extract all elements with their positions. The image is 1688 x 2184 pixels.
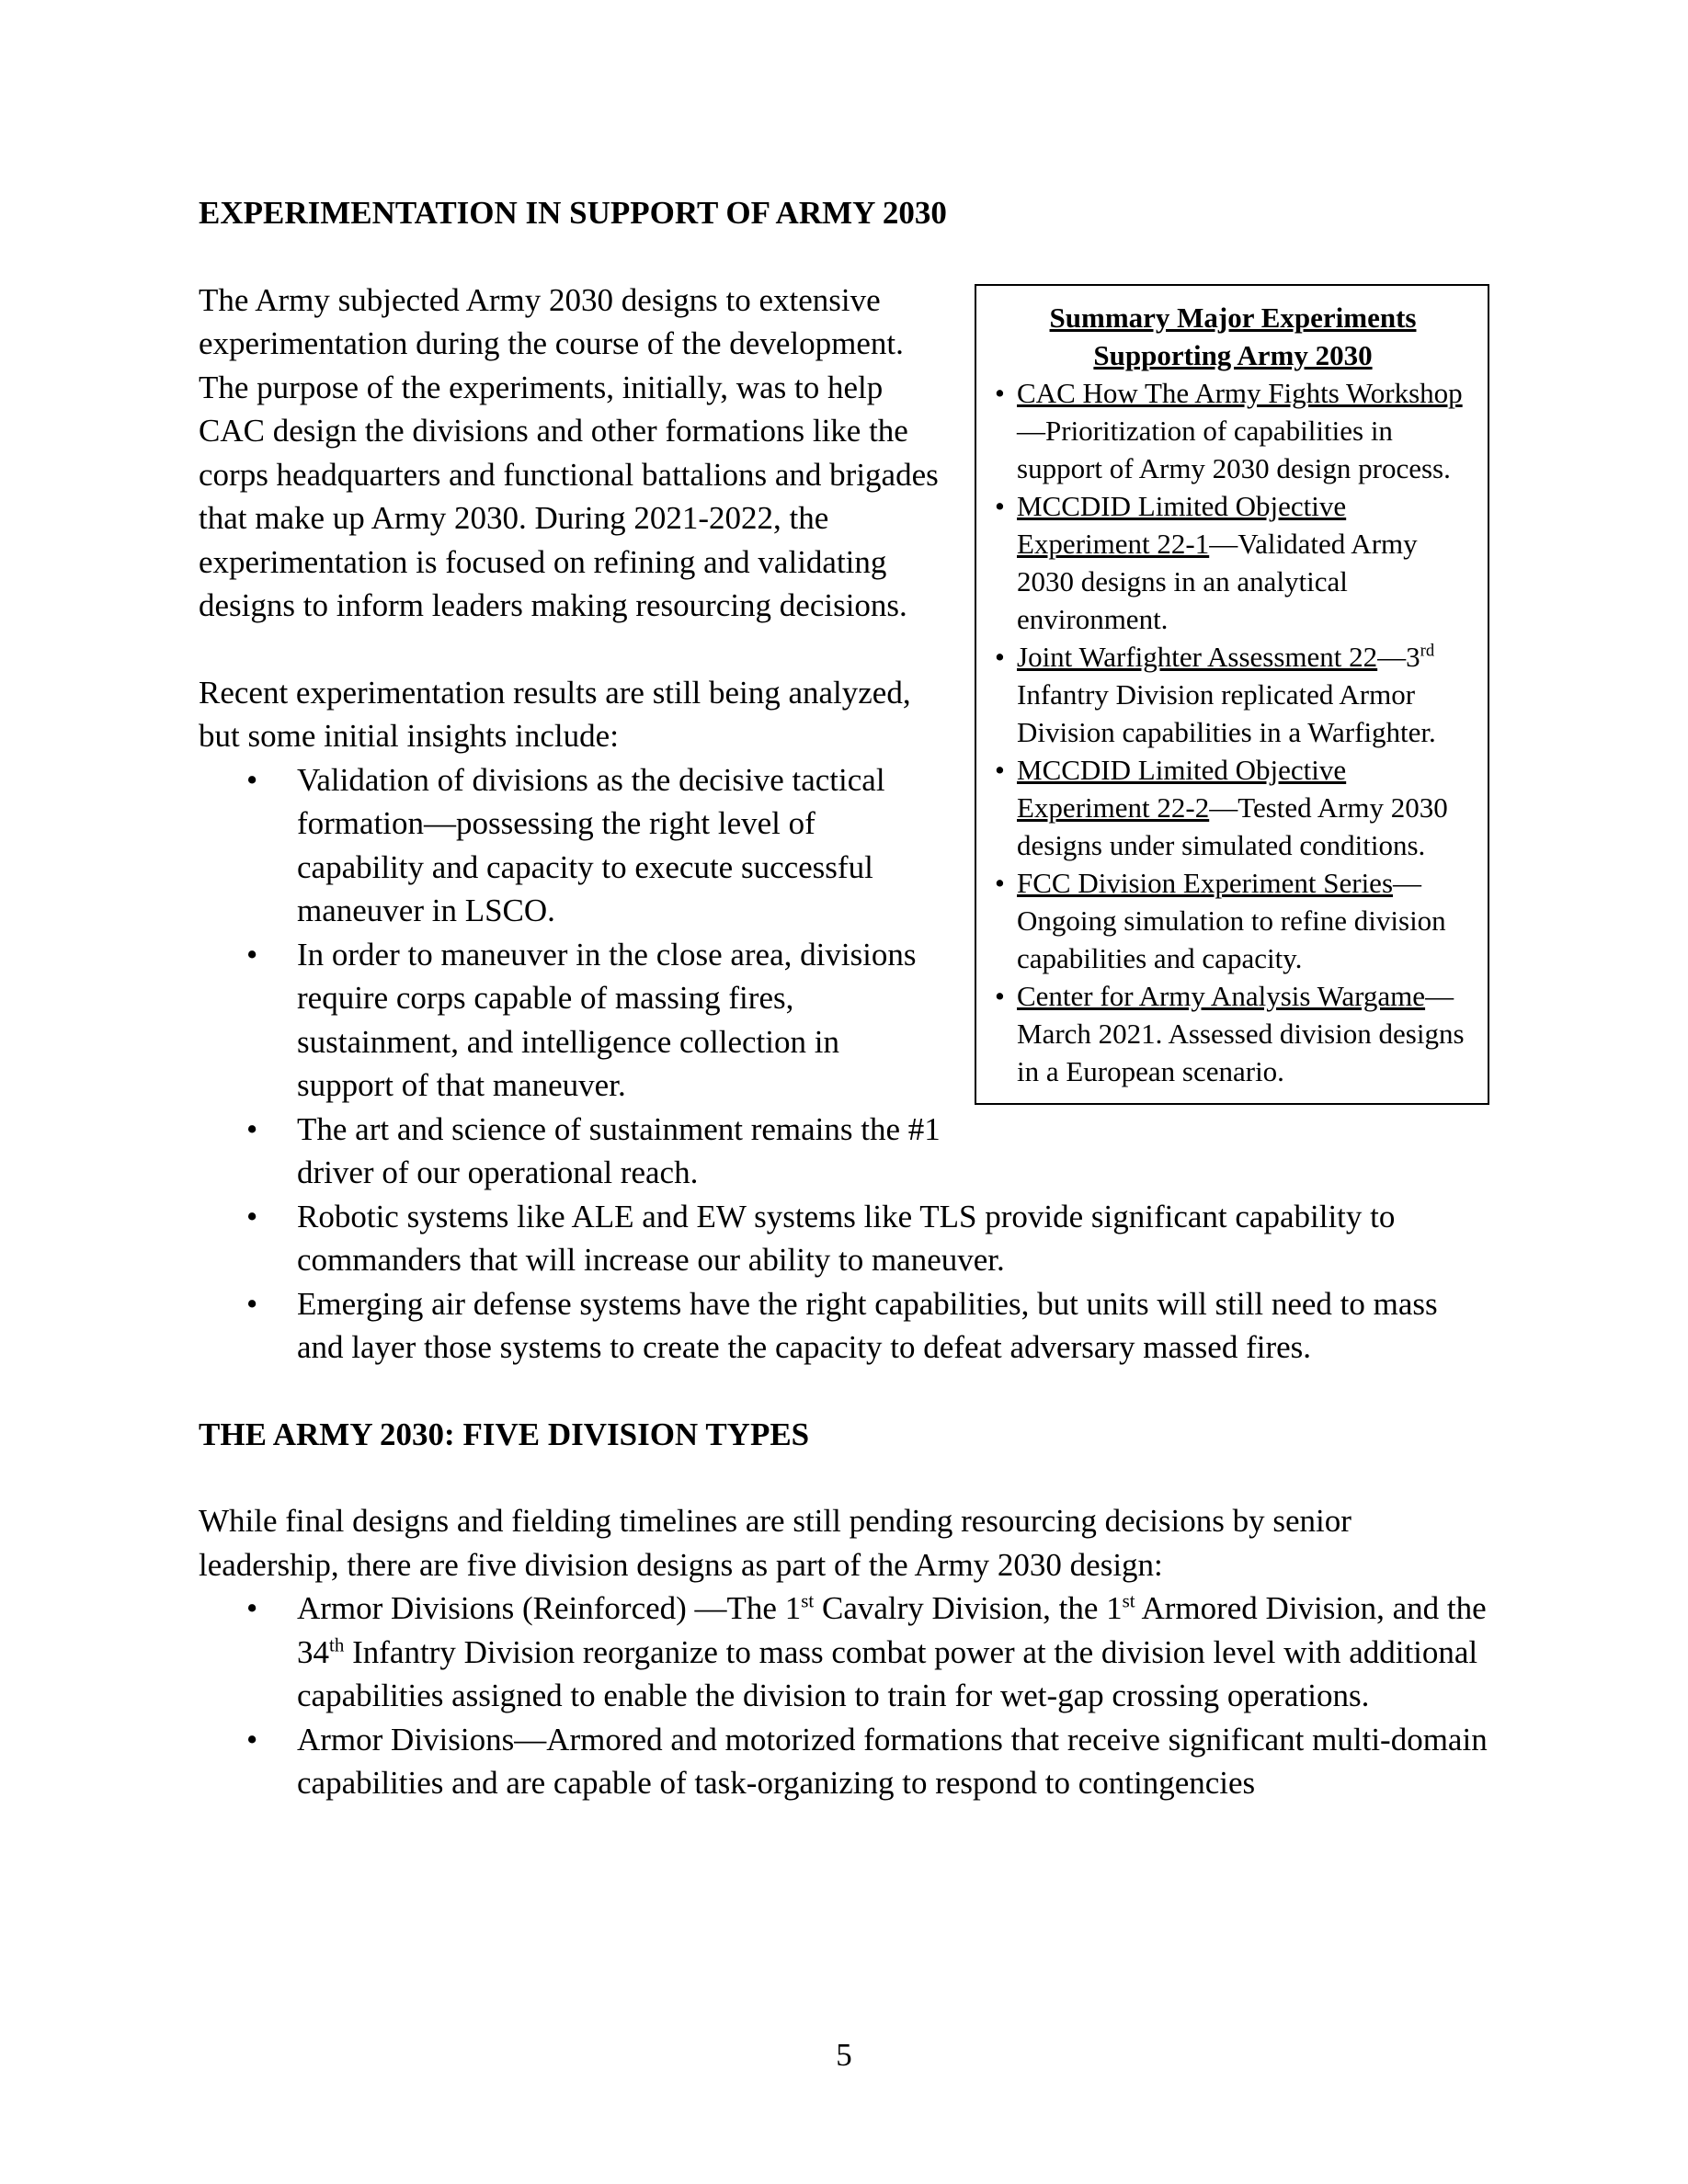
sidebar-title-line-1: Summary Major Experiments	[1049, 301, 1417, 334]
bullet-icon: •	[995, 866, 1005, 899]
bullet-icon: •	[246, 1721, 258, 1757]
ordinal-superscript: th	[329, 1632, 345, 1655]
division-types-bullet-list	[199, 1587, 1489, 1805]
sidebar-item-text: —Tested Army 2030 designs under simulated conditions.	[1017, 791, 1448, 861]
sidebar-item-link[interactable]: FCC Division Experiment Series	[1017, 866, 1394, 899]
bullet-icon: •	[995, 489, 1005, 522]
bullet-icon: •	[995, 376, 1005, 409]
sidebar-item-text-prefix: —3	[1377, 640, 1420, 673]
section-heading-division-types: THE ARMY 2030: FIVE DIVISION TYPES	[199, 1416, 810, 1452]
ordinal-superscript: st	[1122, 1589, 1135, 1612]
list-item	[199, 933, 1489, 1108]
sidebar-item-text: — Ongoing simulation to refine division capabilities and capacity.	[1017, 866, 1446, 974]
sidebar-item-link[interactable]: MCCDID Limited Objective Experiment 22-2	[1017, 753, 1347, 824]
bullet-icon: •	[246, 1110, 258, 1147]
list-item-text: Emerging air defense systems have the right capabilities, but units will still need to mass and layer those systems to create the capacity to defeat adversary massed fires.	[297, 1285, 1438, 1365]
section-heading-experimentation: EXPERIMENTATION IN SUPPORT OF ARMY 2030	[199, 195, 947, 231]
list-item	[199, 1718, 1489, 1805]
bullet-icon: •	[995, 979, 1005, 1012]
sidebar-item-link[interactable]: MCCDID Limited Objective Experiment 22-1	[1017, 489, 1347, 560]
bullet-icon: •	[995, 753, 1005, 786]
list-item-text: Robotic systems like ALE and EW systems like TLS provide significant capability to commanders that will increase our ability to maneuver.	[297, 1198, 1396, 1278]
list-item-text: In order to maneuver in the close area, divisions require corps capable of massing fires, sustainment, and intelligence collection in support of that maneuver.	[297, 936, 917, 1103]
sidebar-item-link[interactable]: CAC How The Army Fights Workshop	[1017, 376, 1463, 409]
bullet-icon: •	[246, 761, 258, 798]
insights-bullet-list	[199, 758, 1489, 1370]
list-item-text: The art and science of sustainment remains the #1 driver of our operational reach.	[297, 1110, 941, 1190]
sidebar-item-text: —Validated Army 2030 designs in an analytical environment.	[1017, 527, 1418, 635]
ordinal-superscript: rd	[1420, 641, 1435, 661]
sidebar-item	[995, 487, 1471, 638]
bullet-icon: •	[246, 1590, 258, 1626]
list-item	[199, 1587, 1489, 1718]
list-item	[199, 758, 1489, 933]
sidebar-item-link[interactable]: Center for Army Analysis Wargame	[1017, 979, 1426, 1012]
sidebar-item-text: — March 2021. Assessed division designs in a European scenario.	[1017, 979, 1465, 1087]
bullet-icon: •	[995, 640, 1005, 673]
sidebar-item-text: —Prioritization of capabilities in support of Army 2030 design process.	[1017, 414, 1451, 484]
page-number: 5	[836, 2037, 852, 2073]
sidebar-title	[995, 299, 1471, 374]
list-item-text: Armor Divisions—Armored and motorized formations that receive significant multi-domain capabilities and are capable of task-organizing to respond to contingencies	[297, 1721, 1488, 1801]
list-item-text: Infantry Division reorganize to mass combat power at the division level with additional capabilities assigned to enable the division to train for wet-gap crossing operations.	[297, 1633, 1478, 1713]
sidebar-item-link[interactable]: Joint Warfighter Assessment 22	[1017, 640, 1378, 673]
bullet-icon: •	[246, 936, 258, 973]
list-item-text: Cavalry Division, the 1	[814, 1590, 1123, 1626]
list-item	[199, 1282, 1489, 1370]
sidebar-item	[995, 374, 1471, 487]
sidebar-item-text: Infantry Division replicated Armor Division capabilities in a Warfighter.	[1017, 677, 1436, 748]
division-types-paragraph: While final designs and fielding timelines are still pending resourcing decisions by senior leadership, there are five division designs as part of the Army 2030 design:	[199, 1503, 1352, 1583]
list-item-text: Armor Divisions (Reinforced) —The 1	[297, 1590, 802, 1626]
list-item	[199, 1108, 1489, 1195]
page-content	[199, 191, 1489, 1805]
section-body-experimentation	[199, 279, 1489, 1370]
list-item-text: Validation of divisions as the decisive tactical formation—possessing the right level of capability and capacity to execute successful maneuver in LSCO.	[297, 761, 885, 928]
list-item	[199, 1195, 1489, 1282]
sidebar-item	[995, 638, 1471, 751]
sidebar-title-line-2: Supporting Army 2030	[1093, 338, 1373, 371]
bullet-icon: •	[246, 1285, 258, 1322]
list-item-text: Armored Division, and the 34	[297, 1590, 1487, 1670]
ordinal-superscript: st	[801, 1589, 815, 1612]
insights-paragraph: Recent experimentation results are still being analyzed, but some initial insights include:	[199, 674, 911, 754]
bullet-icon: •	[246, 1198, 258, 1234]
intro-paragraph: The Army subjected Army 2030 designs to extensive experimentation during the course of the development. The purpose of the experiments, initially, was to help CAC design the divisions and other formations like the corps headquarters and functional battalions and brigades that make up Army 2030. During 2021-2022, the experimentation is focused on refining and validating designs to inform leaders making resourcing decisions.	[199, 281, 939, 623]
